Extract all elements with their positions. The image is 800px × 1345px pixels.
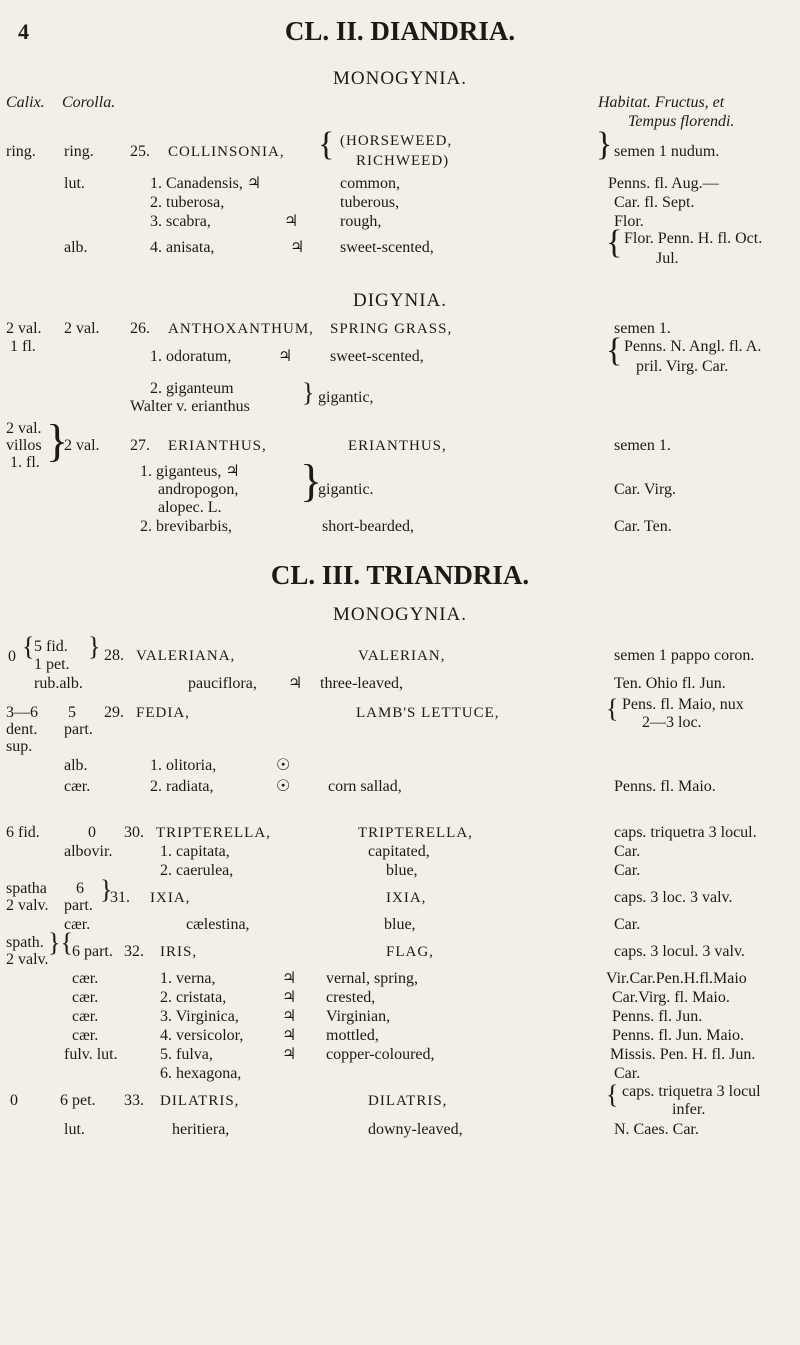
calix-cell-3: sup. (6, 738, 33, 755)
fruit-cell: Flor. (614, 213, 644, 230)
fruit-cell: caps. triquetra 3 locul (622, 1083, 761, 1100)
genus-number: 33. (124, 1092, 144, 1109)
fruit-cell: semen 1 nudum. (614, 143, 720, 160)
fruit-cell: Car. (614, 916, 641, 933)
class-title: CL. II. DIANDRIA. (284, 16, 516, 46)
common-name: sweet-scented, (330, 348, 424, 365)
common-name: crested, (326, 989, 376, 1006)
page-mark: 4 (18, 19, 29, 44)
genus-name: IXIA, (150, 890, 191, 906)
genus-number: 29. (104, 704, 124, 721)
brace: }{ (48, 928, 73, 957)
calix-cell-2: 1 fl. (10, 338, 36, 355)
corolla-cell: rub.alb. (34, 675, 83, 692)
common-name: TRIPTERELLA, (358, 825, 473, 841)
common-name: gigantic. (318, 481, 374, 498)
calix-cell: spath. (6, 934, 44, 951)
brace: { (606, 694, 619, 723)
common-name: short-bearded, (322, 518, 414, 535)
calix-cell-2: 2 valv. (6, 897, 49, 914)
fruit-cell: Car. (614, 843, 641, 860)
common-name: capitated, (368, 843, 430, 860)
corolla-cell: ring. (64, 143, 94, 160)
species-name: 2. caerulea, (160, 862, 234, 879)
species-name: 1. olitoria, (150, 757, 217, 774)
calix-cell: 2 val. (6, 320, 42, 337)
class-title-3: CL. III. TRIANDRIA. (270, 560, 530, 590)
species-synonym: andropogon, (158, 481, 239, 498)
calix-cell: 0 (8, 648, 16, 665)
perennial-symbol: ♃ (290, 239, 305, 256)
corolla-cell: lut. (64, 175, 85, 192)
calix-cell: 3—6 (6, 704, 38, 721)
order-digynia: DIGYNIA. (352, 290, 447, 311)
fruit-cell: Missis. Pen. H. fl. Jun. (610, 1046, 756, 1063)
common-name: ERIANTHUS, (348, 438, 447, 454)
species-name: 3. scabra, (150, 213, 211, 230)
genus-number: 26. (130, 320, 150, 337)
common-name: LAMB'S LETTUCE, (356, 705, 500, 721)
corolla-cell: fulv. lut. (64, 1046, 118, 1063)
corolla-cell: cær. (72, 1008, 99, 1025)
common-name: gigantic, (318, 389, 374, 406)
common-name: common, (340, 175, 400, 192)
common-name: FLAG, (386, 944, 434, 960)
common-name: VALERIAN, (358, 648, 446, 664)
corolla-cell: 2 val. (64, 437, 100, 454)
common-name: corn sallad, (328, 778, 402, 795)
species-name: 2. giganteum (150, 380, 234, 397)
brace: } (46, 415, 69, 466)
col-tempus: Tempus florendi. (628, 113, 735, 130)
species-name: 3. Virginica, (160, 1008, 239, 1025)
genus-name: FEDIA, (136, 705, 190, 721)
genus-name: ERIANTHUS, (168, 438, 267, 454)
order-monogynia: MONOGYNIA. (332, 68, 468, 89)
species-name: pauciflora, (188, 675, 257, 692)
species-name: 5. fulva, (160, 1046, 213, 1063)
calix-cell: 6 fid. (6, 824, 40, 841)
brace: } (100, 875, 113, 904)
fruit-cell-2: pril. Virg. Car. (636, 358, 729, 375)
species-name: 2. radiata, (150, 778, 214, 795)
corolla-cell: cær. (72, 970, 99, 987)
fruit-cell: Car. (614, 862, 641, 879)
fruit-cell: Pens. fl. Maio, nux (622, 696, 744, 713)
perennial-symbol: ♃ (282, 970, 297, 987)
calix-cell-3: 1. fl. (10, 454, 40, 471)
brace: { (22, 632, 35, 661)
genus-name: TRIPTERELLA, (156, 825, 271, 841)
corolla-cell: albovir. (64, 843, 113, 860)
genus-number: 30. (124, 824, 144, 841)
fruit-cell: Penns. N. Angl. fl. A. (624, 338, 762, 355)
corolla-cell: 5 (68, 704, 76, 721)
fruit-cell: Ten. Ohio fl. Jun. (614, 675, 726, 692)
common-name: SPRING GRASS, (330, 321, 453, 337)
corolla-cell-2: 1 pet. (34, 656, 70, 673)
perennial-symbol: ♃ (282, 1046, 297, 1063)
corolla-cell: alb. (64, 757, 88, 774)
fruit-cell: Car.Virg. fl. Maio. (612, 989, 730, 1006)
fruit-cell: Penns. fl. Jun. (612, 1008, 703, 1025)
common-name: DILATRIS, (368, 1093, 448, 1109)
common-name: blue, (386, 862, 418, 879)
brace: } (300, 455, 323, 506)
fruit-cell-2: 2—3 loc. (642, 714, 702, 731)
fruit-cell: semen 1 pappo coron. (614, 647, 755, 664)
perennial-symbol: ♃ (282, 989, 297, 1006)
corolla-cell: 6 pet. (60, 1092, 96, 1109)
common-name: copper-coloured, (326, 1046, 435, 1063)
col-corolla: Corolla. (62, 94, 116, 111)
annual-symbol: ☉ (276, 757, 291, 774)
common-name: downy-leaved, (368, 1121, 463, 1138)
species-name: 1. verna, (160, 970, 216, 987)
fruit-cell: Penns. fl. Jun. Maio. (612, 1027, 744, 1044)
corolla-cell-2: part. (64, 897, 93, 914)
fruit-cell: N. Caes. Car. (614, 1121, 699, 1138)
species-name: 2. tuberosa, (150, 194, 225, 211)
perennial-symbol: ♃ (278, 348, 293, 365)
genus-number: 32. (124, 943, 144, 960)
species-name: 1. Canadensis, ♃ (150, 175, 262, 192)
calix-cell-2: 2 valv. (6, 951, 49, 968)
fruit-cell: Car. fl. Sept. (614, 194, 695, 211)
common-name: IXIA, (386, 890, 427, 906)
genus-name: ANTHOXANTHUM, (168, 321, 314, 337)
calix-cell: ring. (6, 143, 36, 160)
common-name: vernal, spring, (326, 970, 418, 987)
species-name: heritiera, (172, 1121, 230, 1138)
annual-symbol: ☉ (276, 778, 291, 795)
common-name: Virginian, (326, 1008, 391, 1025)
species-synonym: Walter v. erianthus (130, 398, 250, 415)
fruit-cell: caps. triquetra 3 locul. (614, 824, 757, 841)
brace: { (606, 1080, 619, 1109)
fruit-cell: semen 1. (614, 320, 671, 337)
genus-name: DILATRIS, (160, 1093, 240, 1109)
brace: { (606, 224, 623, 261)
species-name: cælestina, (186, 916, 250, 933)
species-name: 4. anisata, (150, 239, 215, 256)
fruit-cell: Car. (614, 1065, 641, 1082)
common-name: tuberous, (340, 194, 400, 211)
corolla-cell: cær. (64, 916, 91, 933)
brace: } (596, 126, 613, 163)
common-name: three-leaved, (320, 675, 404, 692)
brace: { (318, 126, 335, 163)
corolla-cell: 0 (88, 824, 96, 841)
perennial-symbol: ♃ (284, 213, 299, 230)
species-name: 6. hexagona, (160, 1065, 242, 1082)
calix-cell-2: villos (6, 437, 42, 454)
calix-cell: 2 val. (6, 420, 42, 437)
col-habitat: Habitat. Fructus, et (598, 94, 725, 111)
species-name: 2. cristata, (160, 989, 227, 1006)
species-name: 2. brevibarbis, (140, 518, 232, 535)
genus-number: 31. (110, 889, 130, 906)
corolla-cell: 6 (76, 880, 84, 897)
fruit-cell: caps. 3 loc. 3 valv. (614, 889, 733, 906)
brace: } (302, 378, 315, 407)
corolla-cell: 5 fid. (34, 638, 68, 655)
perennial-symbol: ♃ (282, 1027, 297, 1044)
common-name: rough, (340, 213, 382, 230)
calix-cell: spatha (6, 880, 47, 897)
calix-cell: 0 (10, 1092, 18, 1109)
brace: } (88, 632, 101, 661)
species-name: 1. odoratum, (150, 348, 232, 365)
order-monogynia-3: MONOGYNIA. (332, 604, 468, 625)
fruit-cell-2: infer. (672, 1101, 706, 1118)
fruit-cell: Penns. fl. Aug.— (608, 175, 719, 192)
species-name: 1. giganteus, ♃ (140, 463, 240, 480)
corolla-cell-2: part. (64, 721, 93, 738)
species-name: 4. versicolor, (160, 1027, 244, 1044)
corolla-cell: 2 val. (64, 320, 100, 337)
fruit-cell: Car. Virg. (614, 481, 677, 498)
genus-number: 27. (130, 437, 150, 454)
genus-number: 28. (104, 647, 124, 664)
perennial-symbol: ♃ (282, 1008, 297, 1025)
fruit-cell: Penns. fl. Maio. (614, 778, 716, 795)
common-name: (HORSEWEED, (340, 133, 453, 149)
common-name: blue, (384, 916, 416, 933)
fruit-cell: Vir.Car.Pen.H.fl.Maio (606, 970, 747, 987)
fruit-cell: Flor. Penn. H. fl. Oct. (624, 230, 763, 247)
fruit-cell: caps. 3 locul. 3 valv. (614, 943, 745, 960)
genus-name: COLLINSONIA, (168, 144, 285, 160)
calix-cell-2: dent. (6, 721, 38, 738)
common-name-2: RICHWEED) (356, 153, 450, 169)
fruit-cell: Car. Ten. (614, 518, 672, 535)
genus-name: VALERIANA, (136, 648, 236, 664)
corolla-cell: cær. (72, 989, 99, 1006)
common-name: sweet-scented, (340, 239, 434, 256)
genus-number: 25. (130, 143, 150, 160)
corolla-cell: cær. (64, 778, 91, 795)
fruit-cell: semen 1. (614, 437, 671, 454)
col-calix: Calix. (6, 94, 45, 111)
corolla-cell: lut. (64, 1121, 85, 1138)
perennial-symbol: ♃ (288, 675, 303, 692)
corolla-cell: 6 part. (72, 943, 113, 960)
genus-name: IRIS, (160, 944, 198, 960)
common-name: mottled, (326, 1027, 379, 1044)
species-name: 1. capitata, (160, 843, 230, 860)
species-synonym-2: alopec. L. (158, 499, 222, 516)
corolla-cell: cær. (72, 1027, 99, 1044)
fruit-cell-2: Jul. (656, 250, 679, 267)
corolla-cell: alb. (64, 239, 88, 256)
brace: { (606, 332, 623, 369)
